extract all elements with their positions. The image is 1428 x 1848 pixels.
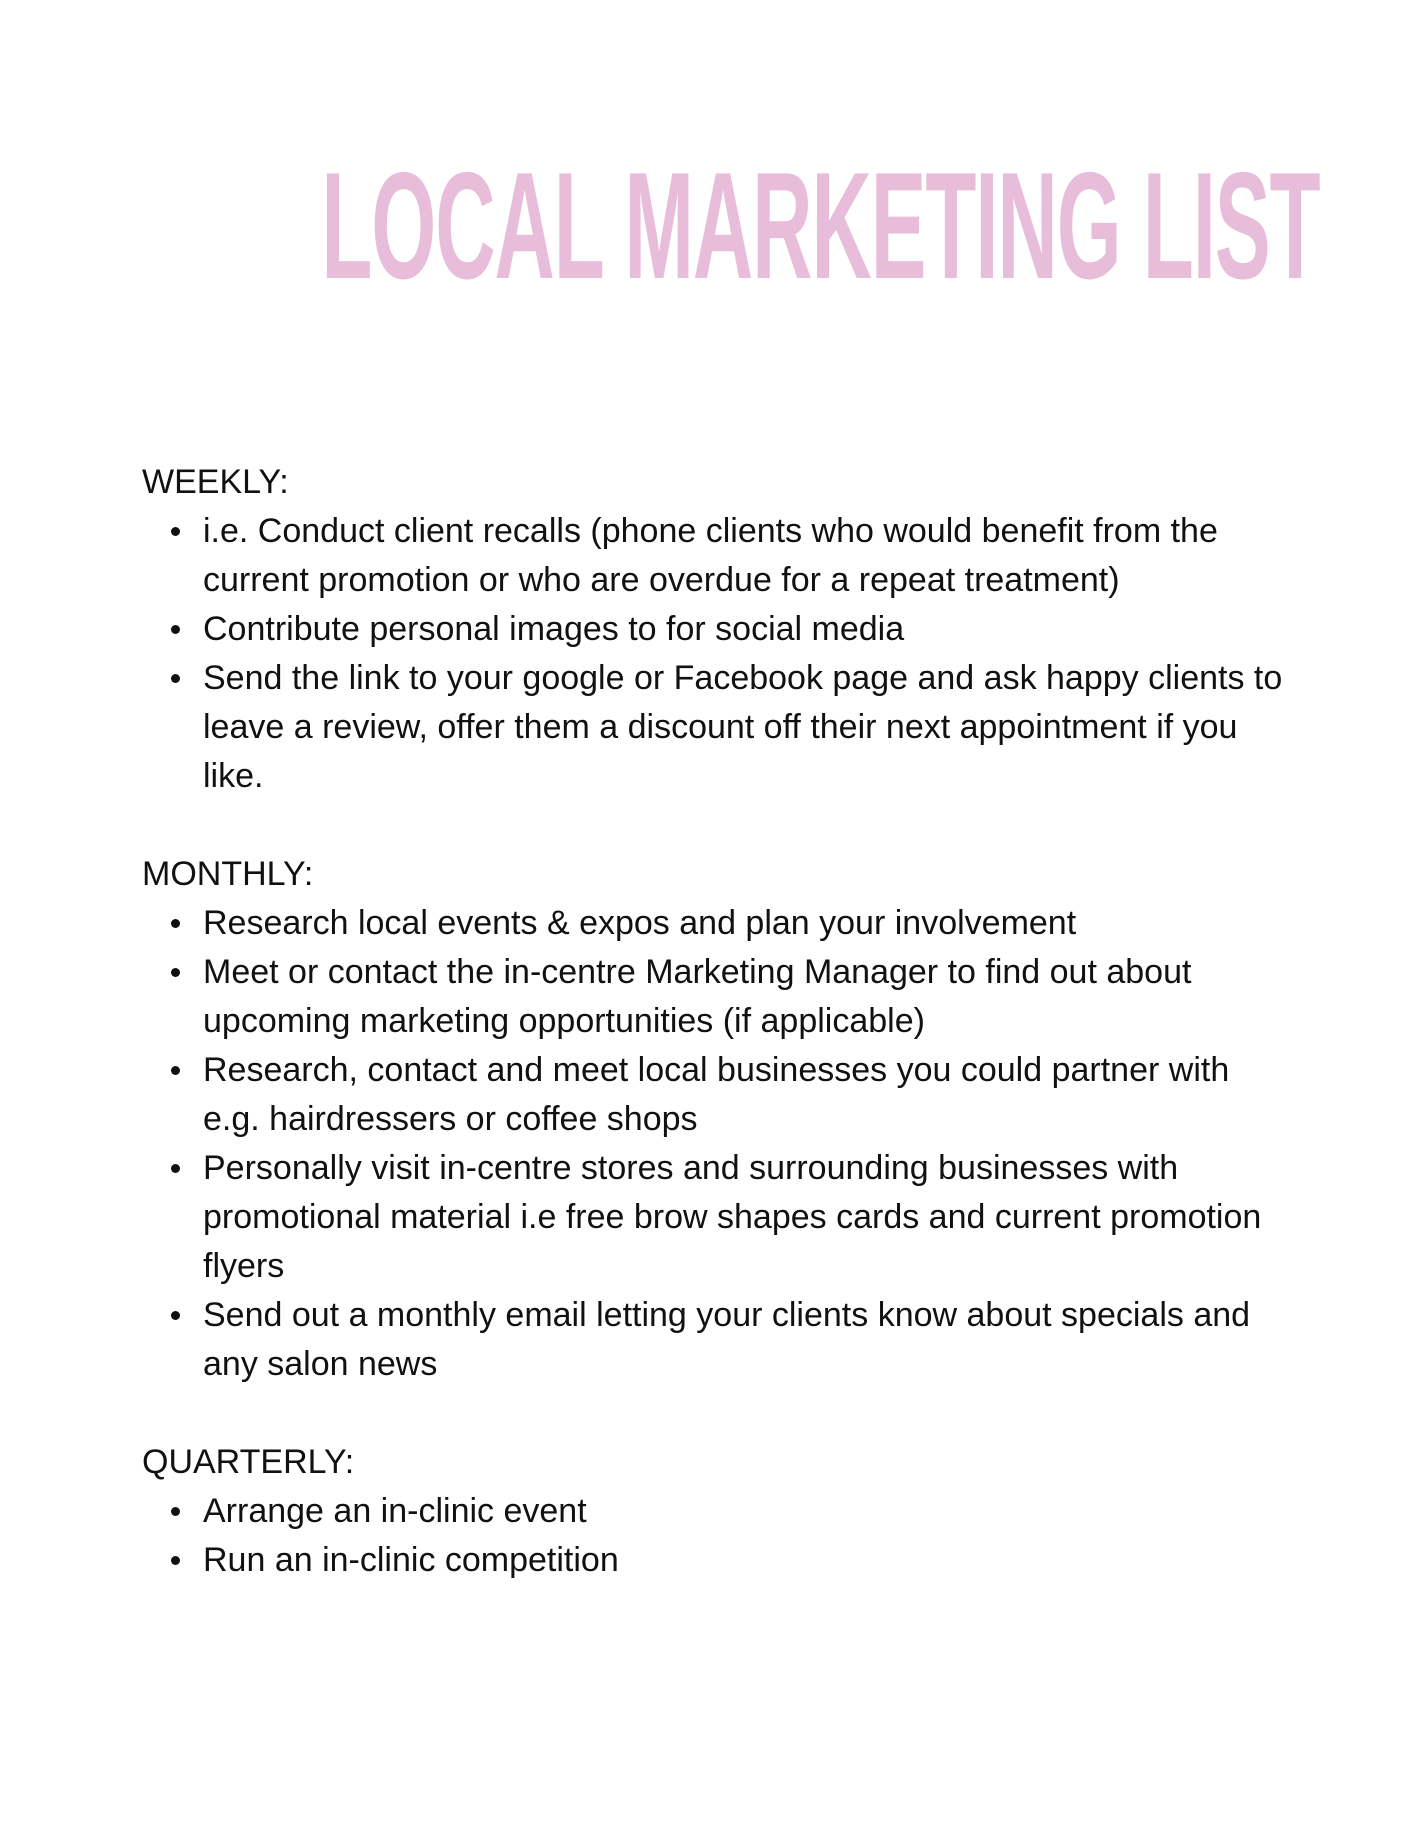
list-item-text: Research, contact and meet local businesses you could partner with e.g. hairdressers or coffee shops xyxy=(203,1051,1230,1138)
bullet-icon xyxy=(171,527,180,536)
list-item-text: Send out a monthly email letting your clients know about specials and any salon news xyxy=(203,1296,1251,1383)
bullet-list xyxy=(142,507,1292,801)
document-body xyxy=(142,458,1292,1634)
bullet-icon xyxy=(171,1066,180,1075)
bullet-icon xyxy=(171,1164,180,1173)
bullet-icon xyxy=(171,1311,180,1320)
bullet-icon xyxy=(171,919,180,928)
list-item xyxy=(142,1487,1292,1536)
list-item xyxy=(142,507,1292,605)
list-item xyxy=(142,654,1292,801)
bullet-icon xyxy=(171,968,180,977)
list-item xyxy=(142,605,1292,654)
bullet-list xyxy=(142,1487,1292,1585)
section-heading: MONTHLY: xyxy=(142,855,314,893)
section-weekly xyxy=(142,458,1292,801)
list-item xyxy=(142,1144,1292,1291)
list-item-text: Send the link to your google or Facebook page and ask happy clients to leave a review, offer them a discount off their next appointment if you like. xyxy=(203,659,1283,795)
list-item-text: Research local events & expos and plan your involvement xyxy=(203,904,1077,942)
list-item xyxy=(142,1291,1292,1389)
list-item xyxy=(142,1046,1292,1144)
list-item xyxy=(142,948,1292,1046)
bullet-icon xyxy=(171,625,180,634)
section-quarterly xyxy=(142,1438,1292,1585)
list-item-text: Arrange an in-clinic event xyxy=(203,1492,587,1530)
section-monthly xyxy=(142,850,1292,1389)
list-item xyxy=(142,1536,1292,1585)
bullet-icon xyxy=(171,674,180,683)
list-item-text: i.e. Conduct client recalls (phone clients who would benefit from the current promotion or who are overdue for a repeat treatment) xyxy=(203,512,1218,599)
list-item-text: Contribute personal images to for social media xyxy=(203,610,905,648)
section-heading: WEEKLY: xyxy=(142,463,289,501)
bullet-icon xyxy=(171,1556,180,1565)
section-heading: QUARTERLY: xyxy=(142,1443,355,1481)
bullet-icon xyxy=(171,1507,180,1516)
bullet-list xyxy=(142,899,1292,1389)
page-title: LOCAL MARKETING LIST xyxy=(321,141,1320,311)
list-item xyxy=(142,899,1292,948)
list-item-text: Run an in-clinic competition xyxy=(203,1541,619,1579)
list-item-text: Personally visit in-centre stores and surrounding businesses with promotional material i.e free brow shapes cards and current promotion flyers xyxy=(203,1149,1262,1285)
list-item-text: Meet or contact the in-centre Marketing Manager to find out about upcoming marketing opportunities (if applicable) xyxy=(203,953,1192,1040)
